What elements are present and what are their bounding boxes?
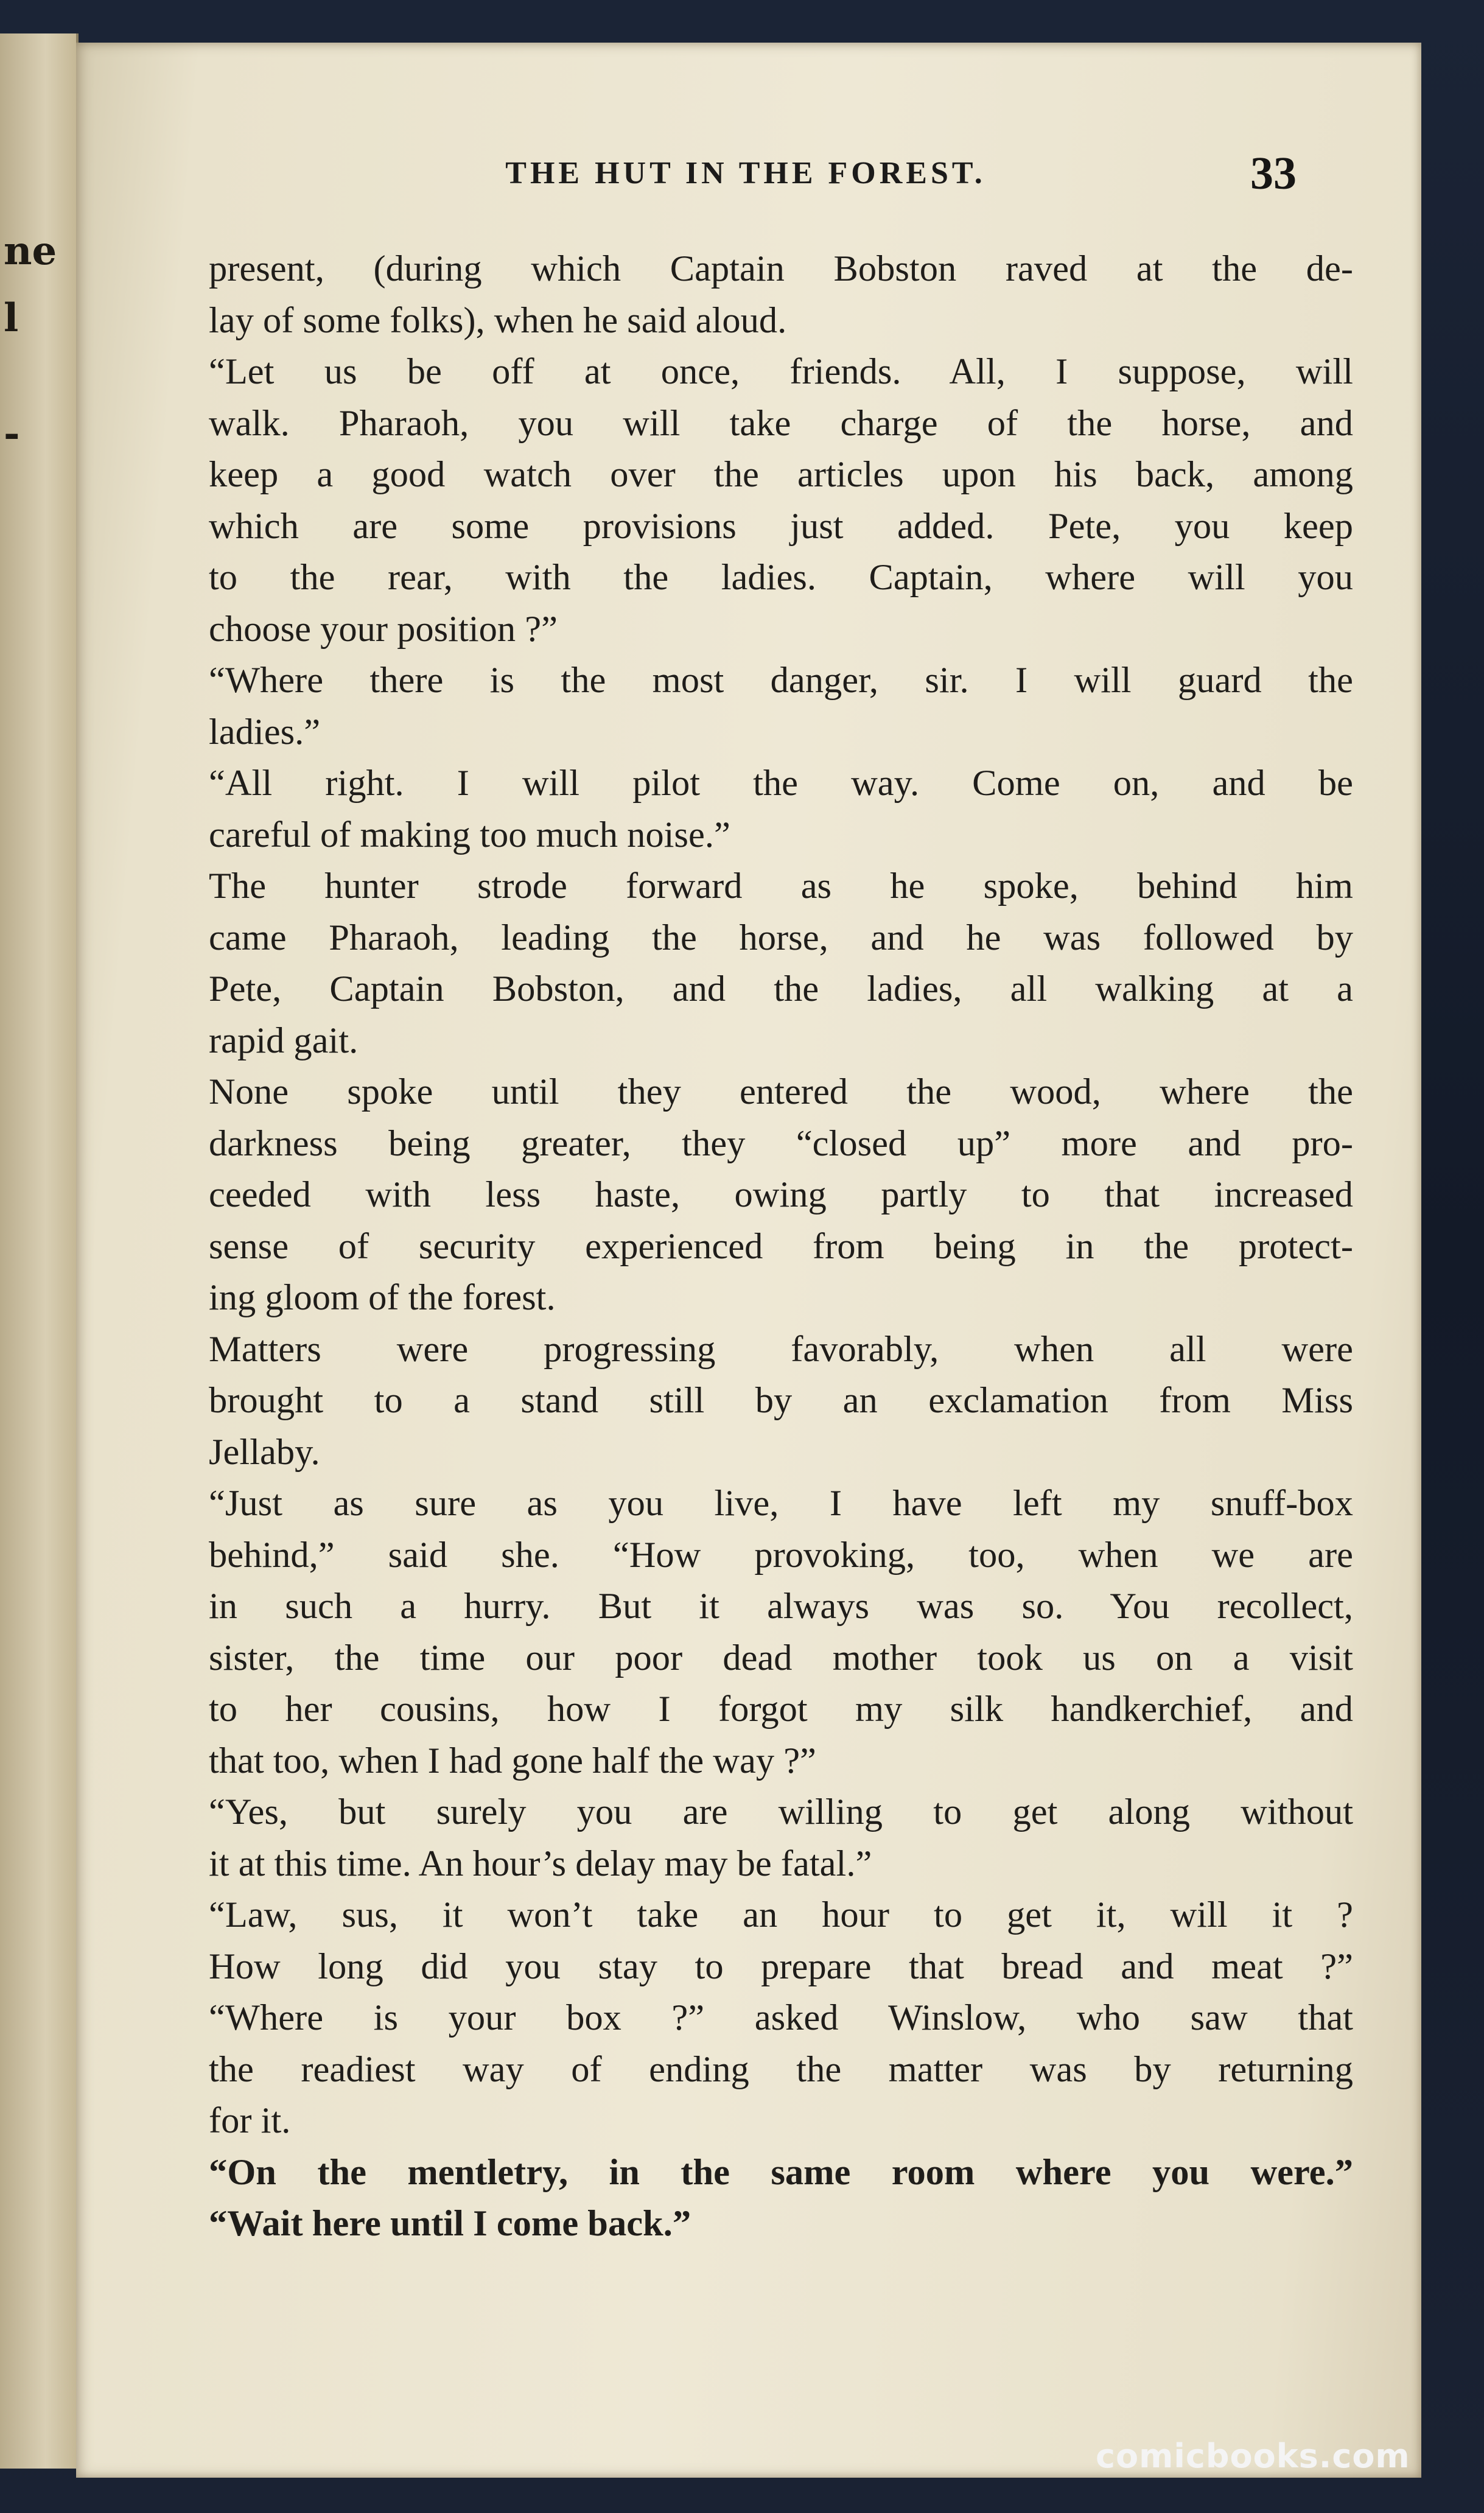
body-text [209,244,1353,2250]
text-line: keep a good watch over the articles upon his back, among [209,454,1353,495]
previous-page-fragment: - [4,411,20,457]
text-line: ing gloom of the forest. [209,1277,556,1318]
text-line: “Law, sus, it won’t take an hour to get it, will it ? [209,1894,1353,1935]
text-line: walk. Pharaoh, you will take charge of the horse, and [209,402,1353,444]
text-line: to the rear, with the ladies. Captain, where will you [209,557,1353,598]
text-line: “All right. I will pilot the way. Come on, and be [209,763,1353,804]
text-line: careful of making too much noise.” [209,814,730,855]
previous-page-fragment: ne [4,228,57,274]
text-line: rapid gait. [209,1020,359,1061]
text-line: None spoke until they entered the wood, where the [209,1071,1353,1112]
text-line: to her cousins, how I forgot my silk handkerchief, and [209,1689,1353,1730]
text-line: “Where is your box ?” asked Winslow, who saw that [209,1997,1353,2038]
text-line: “On the mentletry, in the same room where you were.” [209,2151,1353,2193]
text-line: choose your position ?” [209,608,558,650]
text-line: which are some provisions just added. Pete, you keep [209,505,1353,547]
previous-page-edge [0,33,79,2469]
text-line: “Wait here until I come back.” [209,2203,691,2244]
text-line: came Pharaoh, leading the horse, and he was followed by [209,917,1353,958]
watermark: comicbooks.com [1096,2437,1410,2475]
text-line: sister, the time our poor dead mother took us on a visit [209,1637,1353,1678]
previous-page-fragment: l [4,295,19,341]
text-line: How long did you stay to prepare that bread and meat ?” [209,1946,1353,1987]
text-line: The hunter strode forward as he spoke, behind him [209,866,1353,906]
text-line: sense of security experienced from being in the protect- [209,1225,1353,1267]
text-line: ceeded with less haste, owing partly to that increased [209,1174,1353,1215]
text-line: that too, when I had gone half the way ?” [209,1740,816,1781]
text-line: “Let us be off at once, friends. All, I suppose, will [209,351,1353,392]
text-line: Jellaby. [209,1431,320,1473]
running-head [76,149,1421,198]
text-line: the readiest way of ending the matter was by returning [209,2049,1353,2090]
book-page [76,43,1421,2478]
text-line: it at this time. An hour’s delay may be fatal.” [209,1843,872,1884]
text-line: Pete, Captain Bobston, and the ladies, all walking at a [209,969,1353,1009]
text-line: lay of some folks), when he said aloud. [209,300,787,341]
running-head-title: THE HUT IN THE FOREST. [505,156,986,191]
text-line: behind,” said she. “How provoking, too, when we are [209,1534,1353,1575]
text-line: brought to a stand still by an exclamation from Miss [209,1380,1353,1421]
text-line: Matters were progressing favorably, when all were [209,1328,1353,1370]
text-line: present, (during which Captain Bobston raved at the de- [209,248,1353,289]
text-line: ladies.” [209,711,321,752]
text-line: “Just as sure as you live, I have left my snuff-box [209,1483,1353,1524]
text-line: “Yes, but surely you are willing to get along without [209,1792,1353,1832]
text-line: “Where there is the most danger, sir. I will guard the [209,660,1353,701]
text-line: darkness being greater, they “closed up” more and pro- [209,1123,1353,1164]
text-line: for it. [209,2100,291,2141]
text-line: in such a hurry. But it always was so. You recollect, [209,1586,1353,1627]
page-number: 33 [1250,148,1297,199]
